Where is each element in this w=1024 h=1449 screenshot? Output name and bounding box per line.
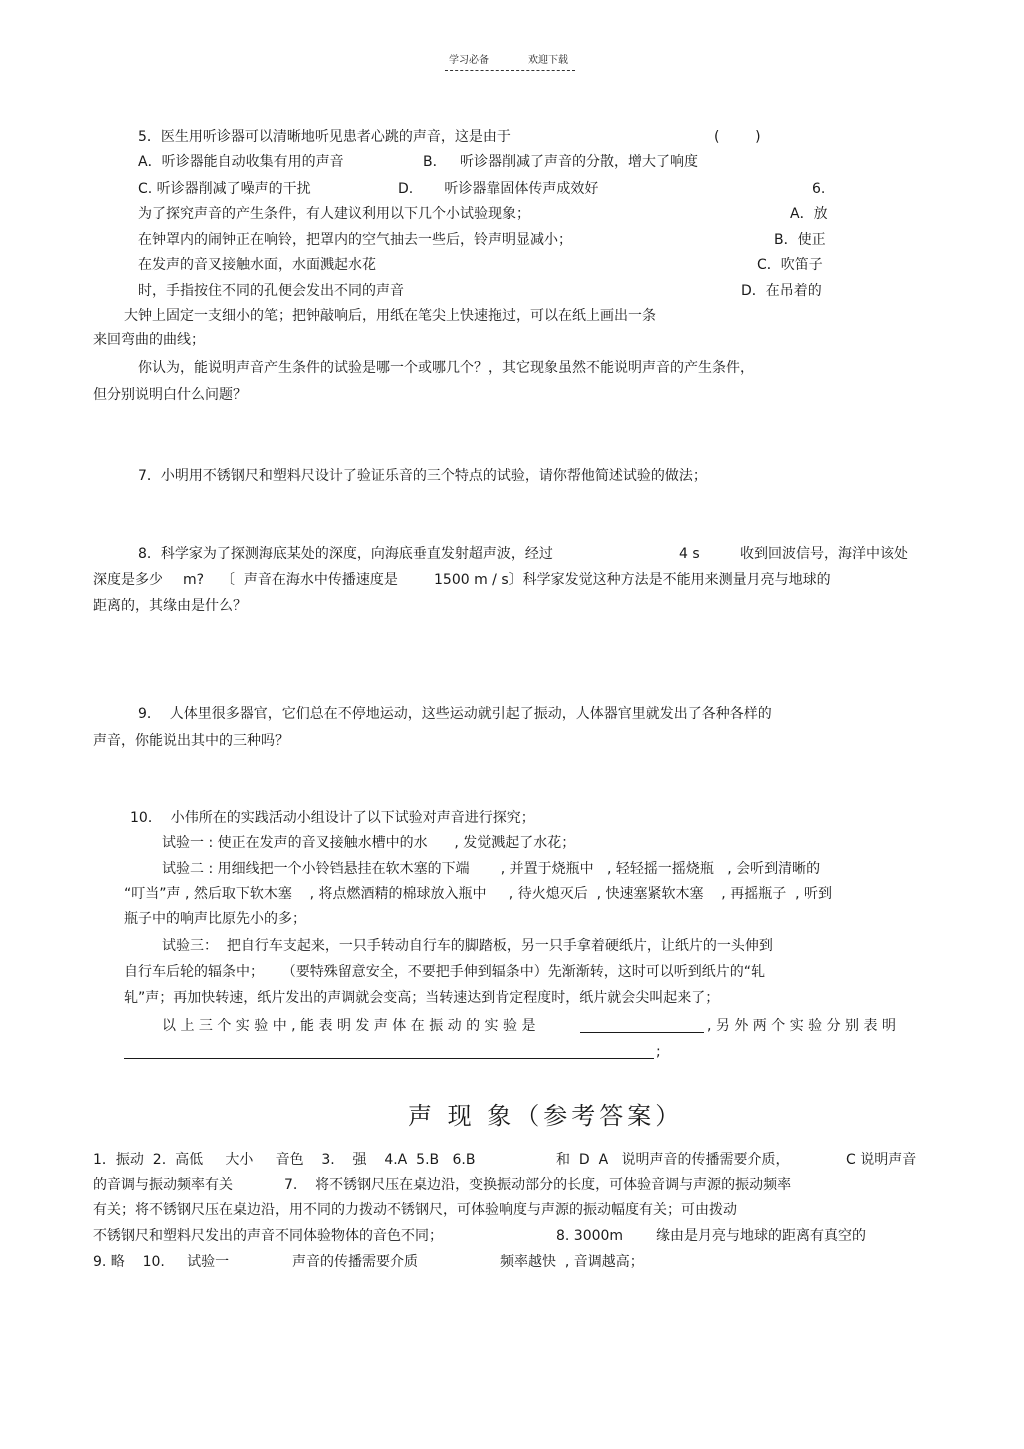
answers-line-4a: 不锈钢尺和塑料尺发出的声音不同体验物体的音色不同； [93,1228,443,1244]
q10-line-6: 试验三： 把自行车支起来，一只手转动自行车的脚踏板，另一只手拿着硬纸片，让纸片的一头伸到 [162,938,773,954]
q10-line-5: 瓶子中的响声比原先小的多； [124,911,306,927]
answers-line-1c: C 说明声音 [846,1152,917,1168]
q6-line-2-right: B．使正 [774,232,826,248]
header-divider [445,70,575,71]
q5-answer-paren: ( ) [714,129,761,145]
answers-line-4b: 8. 3000m [556,1228,624,1244]
q6-line-7: 你认为，能说明声音产生条件的试验是哪一个或哪几个？，其它现象虽然不能说明声音的产生条件， [138,360,754,376]
q8-line-2b: m? [183,572,205,588]
answers-line-3: 有关；将不锈钢尺压在桌边沿，用不同的力拨动不锈钢尺，可体验响度与声源的振动幅度有关；可由拨动 [93,1202,737,1218]
q8-line-1b: 4 s [679,546,700,562]
answers-line-2a: 的音调与振动频率有关 [93,1177,233,1193]
answers-line-1a: 1．振动 2. 高低 大小 音色 3. 强 4.A 5.B 6.B [93,1152,476,1168]
q10-blank-2[interactable] [124,1058,654,1059]
q5-option-d: D. 听诊器靠固体传声成效好 [398,181,599,197]
q10-line-1: 10． 小伟所在的实践活动小组设计了以下试验对声音进行探究； [130,810,535,826]
q6-line-3: 在发声的音叉接触水面，水面溅起水花 [138,257,376,273]
answers-line-5b: 声音的传播需要介质 [292,1254,418,1270]
q10-blank-1[interactable] [580,1032,704,1033]
q6-line-1: 为了探究声音的产生条件，有人建议利用以下几个小试验现象； [138,206,530,222]
q8-line-1a: 8．科学家为了探测海底某处的深度，向海底垂直发射超声波，经过 [138,546,553,562]
answers-title: 声 现 象（参考答案） [408,1102,684,1130]
answers-line-5c: 频率越快 , 音调越高； [500,1254,644,1270]
q10-line-2: 试验一 : 使正在发声的音叉接触水槽中的水 , 发觉溅起了水花； [162,835,576,851]
q6-line-4: 时，手指按住不同的孔便会发出不同的声音 [138,283,404,299]
q6-line-2: 在钟罩内的闹钟正在响铃，把罩内的空气抽去一些后，铃声明显减小； [138,232,572,248]
q5-option-b: B． 听诊器削减了声音的分散，增大了响度 [423,154,698,170]
q9-line-2: 声音，你能说出其中的三种吗？ [93,733,289,749]
answers-line-4c: 缘由是月亮与地球的距离有真空的 [656,1228,866,1244]
q10-line-9b: , 另 外 两 个 实 验 分 别 表 明 [707,1018,896,1034]
q6-number: 6. [812,181,826,197]
q5-option-c: C. 听诊器削减了噪声的干扰 [138,181,311,197]
q10-line-10-end: ; [656,1044,661,1060]
q6-line-1-right: A．放 [790,206,828,222]
q6-line-5: 大钟上固定一支细小的笔；把钟敲响后，用纸在笔尖上快速拖过，可以在纸上画出一条 [124,308,656,324]
q10-line-9a: 以 上 三 个 实 验 中 , 能 表 明 发 声 体 在 振 动 的 实 验 是 [162,1018,536,1034]
q5-stem: 5．医生用听诊器可以清晰地听见患者心跳的声音，这是由于 [138,129,511,145]
q10-line-8: 轧”声；再加快转速，纸片发出的声调就会变高；当转速达到肯定程度时，纸片就会尖叫起来了； [124,990,720,1006]
q6-line-6: 来回弯曲的曲线； [93,332,205,348]
q8-line-3: 距离的，其缘由是什么？ [93,598,247,614]
q10-line-7: 自行车后轮的辐条中； （要特殊留意安全，不要把手伸到辐条中）先渐渐转，这时可以听到纸片的“轧 [124,964,766,980]
q9-line-1: 9． 人体里很多器官，它们总在不停地运动，这些运动就引起了振动，人体器官里就发出了各种各样的 [138,706,772,722]
q6-line-8: 但分别说明白什么问题？ [93,387,247,403]
answers-line-1b: 和 D A 说明声音的传播需要介质， [556,1152,790,1168]
q8-line-2d: 1500 m / s〕科学家发觉这种方法是不能用来测量月亮与地球的 [434,572,831,588]
header-right: 欢迎下载 [528,55,568,66]
q8-line-2a: 深度是多少 [93,572,163,588]
q10-line-4: “叮当”声 , 然后取下软木塞 , 将点燃酒精的棉球放入瓶中 , 待火熄灭后 , 快速塞紧软木塞 , 再摇瓶子 , 听到 [124,886,833,902]
q6-line-3-right: C．吹笛子 [757,257,823,273]
q7-line-1: 7．小明用不锈钢尺和塑料尺设计了验证乐音的三个特点的试验，请你帮他简述试验的做法； [138,468,707,484]
answers-line-5a: 9. 略 10. 试验一 [93,1254,230,1270]
q8-line-1c: 收到回波信号，海洋中该处 [740,546,908,562]
q10-line-3: 试验二 : 用细线把一个小铃铛悬挂在软木塞的下端 , 并置于烧瓶中 , 轻轻摇一摇烧瓶 , 会听到清晰的 [162,861,821,877]
answers-line-2b: 7. 将不锈钢尺压在桌边沿，变换振动部分的长度，可体验音调与声源的振动频率 [284,1177,792,1193]
header-left: 学习必备 [449,55,489,66]
q5-option-a: A．听诊器能自动收集有用的声音 [138,154,344,170]
q6-line-4-right: D．在吊着的 [741,283,822,299]
q8-line-2c: 〔 声音在海水中传播速度是 [221,572,398,588]
